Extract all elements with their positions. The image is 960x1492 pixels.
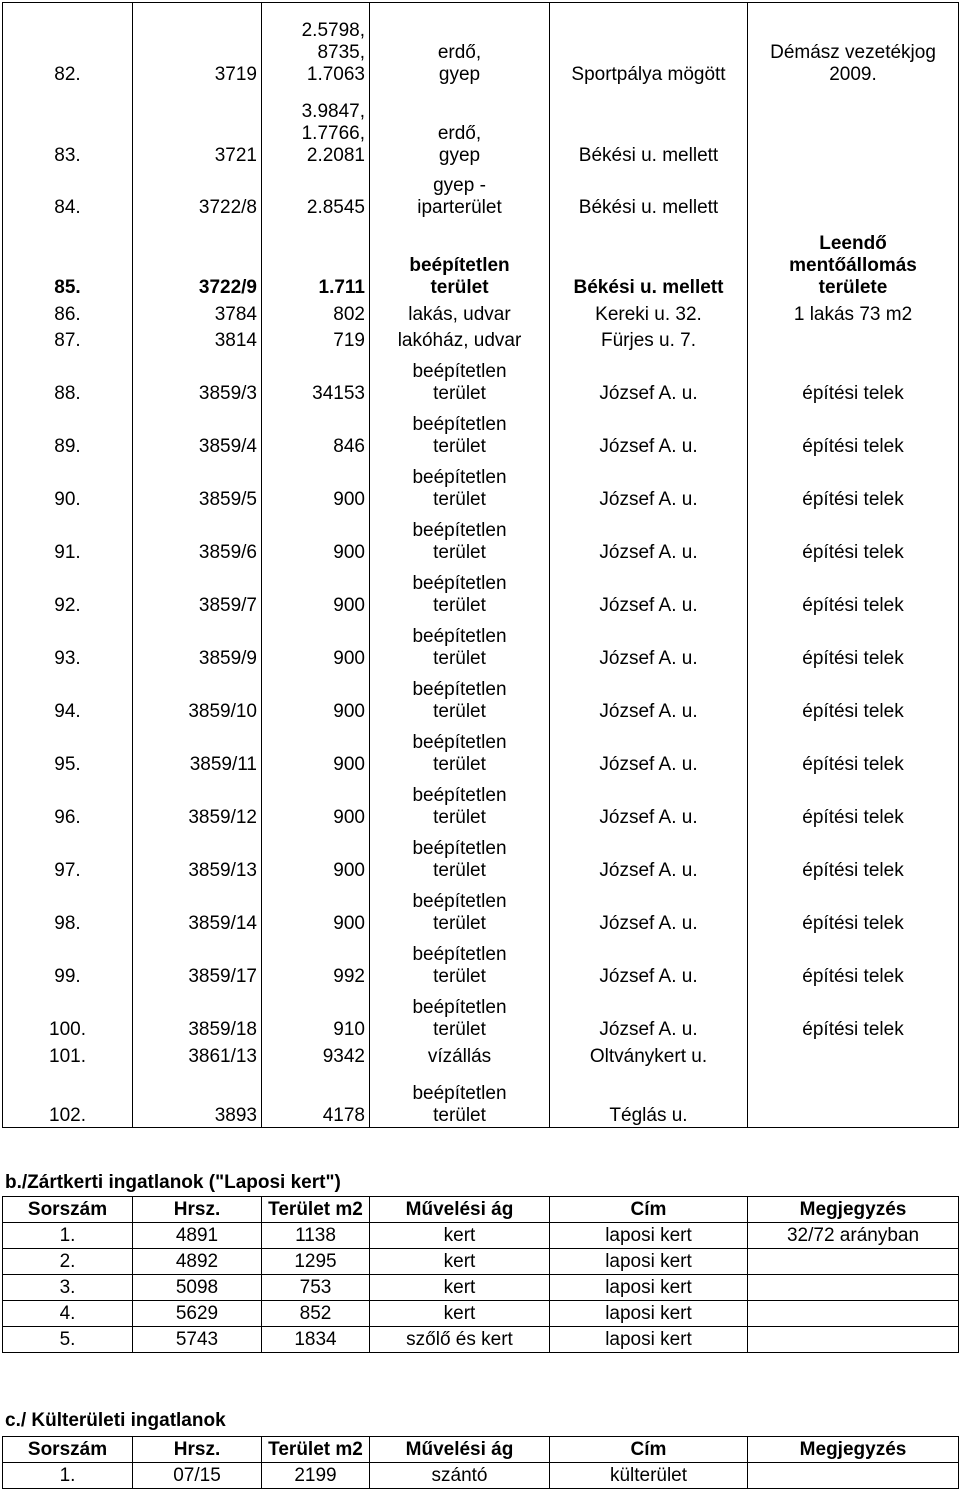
megjegyzes-cell: Démász vezetékjog 2009. <box>748 3 959 86</box>
megjegyzes-cell: építési telek <box>748 564 959 617</box>
muvelesi-ag-cell: beépítetlen terület <box>370 617 550 670</box>
sorszam-cell: 1. <box>3 1223 133 1249</box>
sorszam-cell: 82. <box>3 3 133 86</box>
megjegyzes-cell <box>748 1068 959 1128</box>
muvelesi-ag-cell: beépítetlen terület <box>370 776 550 829</box>
muvelesi-ag-cell: beépítetlen terület <box>370 723 550 776</box>
table-row <box>3 1463 959 1489</box>
terulet-cell: 1295 <box>262 1249 370 1275</box>
terulet-cell: 753 <box>262 1275 370 1301</box>
terulet-cell: 900 <box>262 511 370 564</box>
terulet-cell: 2199 <box>262 1463 370 1489</box>
muvelesi-ag-cell: beépítetlen terület <box>370 458 550 511</box>
cim-cell: Téglás u. <box>550 1068 748 1128</box>
zartkerti-table <box>2 1196 959 1353</box>
megjegyzes-cell <box>748 167 959 219</box>
cim-cell: József A. u. <box>550 670 748 723</box>
cim-cell: József A. u. <box>550 458 748 511</box>
table-row <box>3 1068 959 1128</box>
cim-cell: laposi kert <box>550 1301 748 1327</box>
megjegyzes-cell: építési telek <box>748 829 959 882</box>
table-header-row <box>3 1197 959 1223</box>
megjegyzes-cell: építési telek <box>748 405 959 458</box>
table-row <box>3 670 959 723</box>
cim-cell: József A. u. <box>550 988 748 1041</box>
sorszam-cell: 88. <box>3 352 133 405</box>
column-header: Hrsz. <box>133 1197 262 1223</box>
sorszam-cell: 98. <box>3 882 133 935</box>
megjegyzes-cell <box>748 326 959 352</box>
hrsz-cell: 3859/11 <box>133 723 262 776</box>
sorszam-cell: 94. <box>3 670 133 723</box>
megjegyzes-cell: építési telek <box>748 935 959 988</box>
sorszam-cell: 85. <box>3 219 133 299</box>
terulet-cell: 4178 <box>262 1068 370 1128</box>
cim-cell: József A. u. <box>550 617 748 670</box>
sorszam-cell: 90. <box>3 458 133 511</box>
terulet-cell: 1834 <box>262 1327 370 1353</box>
hrsz-cell: 3859/12 <box>133 776 262 829</box>
terulet-cell: 1.711 <box>262 219 370 299</box>
table-row <box>3 219 959 299</box>
section-b-heading: b./Zártkerti ingatlanok ("Laposi kert") <box>5 1172 341 1193</box>
table-row <box>3 511 959 564</box>
cim-cell: Békési u. mellett <box>550 219 748 299</box>
terulet-cell: 900 <box>262 617 370 670</box>
terulet-cell: 9342 <box>262 1041 370 1068</box>
sorszam-cell: 92. <box>3 564 133 617</box>
terulet-cell: 910 <box>262 988 370 1041</box>
muvelesi-ag-cell: erdő, gyep <box>370 3 550 86</box>
cim-cell: Fürjes u. 7. <box>550 326 748 352</box>
cim-cell: laposi kert <box>550 1275 748 1301</box>
muvelesi-ag-cell: lakás, udvar <box>370 299 550 326</box>
column-header: Művelési ág <box>370 1197 550 1223</box>
muvelesi-ag-cell: beépítetlen terület <box>370 352 550 405</box>
table-row <box>3 776 959 829</box>
table-row <box>3 935 959 988</box>
table-row <box>3 86 959 167</box>
megjegyzes-cell: 1 lakás 73 m2 <box>748 299 959 326</box>
table-row <box>3 1223 959 1249</box>
megjegyzes-cell <box>748 1275 959 1301</box>
cim-cell: József A. u. <box>550 935 748 988</box>
megjegyzes-cell: építési telek <box>748 511 959 564</box>
hrsz-cell: 4891 <box>133 1223 262 1249</box>
muvelesi-ag-cell: lakóház, udvar <box>370 326 550 352</box>
table-row <box>3 405 959 458</box>
sorszam-cell: 86. <box>3 299 133 326</box>
column-header: Hrsz. <box>133 1437 262 1463</box>
cim-cell: Sportpálya mögött <box>550 3 748 86</box>
hrsz-cell: 4892 <box>133 1249 262 1275</box>
cim-cell: József A. u. <box>550 882 748 935</box>
hrsz-cell: 3814 <box>133 326 262 352</box>
hrsz-cell: 3784 <box>133 299 262 326</box>
sorszam-cell: 5. <box>3 1327 133 1353</box>
megjegyzes-cell: Leendő mentőállomás területe <box>748 219 959 299</box>
sorszam-cell: 100. <box>3 988 133 1041</box>
table-row <box>3 617 959 670</box>
hrsz-cell: 5098 <box>133 1275 262 1301</box>
terulet-cell: 900 <box>262 723 370 776</box>
megjegyzes-cell: építési telek <box>748 458 959 511</box>
sorszam-cell: 3. <box>3 1275 133 1301</box>
megjegyzes-cell: építési telek <box>748 882 959 935</box>
cim-cell: laposi kert <box>550 1223 748 1249</box>
hrsz-cell: 3859/10 <box>133 670 262 723</box>
terulet-cell: 802 <box>262 299 370 326</box>
terulet-cell: 1138 <box>262 1223 370 1249</box>
sorszam-cell: 84. <box>3 167 133 219</box>
table-row <box>3 352 959 405</box>
muvelesi-ag-cell: kert <box>370 1275 550 1301</box>
terulet-cell: 3.9847, 1.7766, 2.2081 <box>262 86 370 167</box>
table-row <box>3 1249 959 1275</box>
hrsz-cell: 3859/13 <box>133 829 262 882</box>
megjegyzes-cell: építési telek <box>748 723 959 776</box>
terulet-cell: 900 <box>262 458 370 511</box>
column-header: Sorszám <box>3 1437 133 1463</box>
muvelesi-ag-cell: kert <box>370 1301 550 1327</box>
terulet-cell: 900 <box>262 882 370 935</box>
terulet-cell: 900 <box>262 670 370 723</box>
cim-cell: József A. u. <box>550 776 748 829</box>
column-header: Megjegyzés <box>748 1437 959 1463</box>
table-row <box>3 1301 959 1327</box>
table-row <box>3 167 959 219</box>
hrsz-cell: 07/15 <box>133 1463 262 1489</box>
megjegyzes-cell: építési telek <box>748 776 959 829</box>
cim-cell: József A. u. <box>550 829 748 882</box>
muvelesi-ag-cell: beépítetlen terület <box>370 670 550 723</box>
cim-cell: József A. u. <box>550 723 748 776</box>
muvelesi-ag-cell: szántó <box>370 1463 550 1489</box>
cim-cell: laposi kert <box>550 1249 748 1275</box>
hrsz-cell: 3859/6 <box>133 511 262 564</box>
hrsz-cell: 5743 <box>133 1327 262 1353</box>
column-header: Megjegyzés <box>748 1197 959 1223</box>
table-row <box>3 1041 959 1068</box>
cim-cell: Oltványkert u. <box>550 1041 748 1068</box>
hrsz-cell: 3719 <box>133 3 262 86</box>
muvelesi-ag-cell: beépítetlen terület <box>370 935 550 988</box>
column-header: Terület m2 <box>262 1437 370 1463</box>
muvelesi-ag-cell: beépítetlen terület <box>370 564 550 617</box>
cim-cell: Kereki u. 32. <box>550 299 748 326</box>
megjegyzes-cell <box>748 1327 959 1353</box>
sorszam-cell: 102. <box>3 1068 133 1128</box>
column-header: Sorszám <box>3 1197 133 1223</box>
megjegyzes-cell <box>748 1041 959 1068</box>
table-header-row <box>3 1437 959 1463</box>
hrsz-cell: 3859/17 <box>133 935 262 988</box>
muvelesi-ag-cell: kert <box>370 1223 550 1249</box>
cim-cell: külterület <box>550 1463 748 1489</box>
sorszam-cell: 93. <box>3 617 133 670</box>
muvelesi-ag-cell: beépítetlen terület <box>370 882 550 935</box>
terulet-cell: 852 <box>262 1301 370 1327</box>
sorszam-cell: 4. <box>3 1301 133 1327</box>
sorszam-cell: 96. <box>3 776 133 829</box>
cim-cell: laposi kert <box>550 1327 748 1353</box>
muvelesi-ag-cell: szőlő és kert <box>370 1327 550 1353</box>
hrsz-cell: 3859/7 <box>133 564 262 617</box>
hrsz-cell: 3859/18 <box>133 988 262 1041</box>
muvelesi-ag-cell: gyep - iparterület <box>370 167 550 219</box>
megjegyzes-cell <box>748 1301 959 1327</box>
sorszam-cell: 2. <box>3 1249 133 1275</box>
hrsz-cell: 3859/3 <box>133 352 262 405</box>
muvelesi-ag-cell: beépítetlen terület <box>370 1068 550 1128</box>
table-row <box>3 3 959 86</box>
terulet-cell: 900 <box>262 564 370 617</box>
table-row <box>3 988 959 1041</box>
table-row <box>3 564 959 617</box>
table-row <box>3 723 959 776</box>
terulet-cell: 846 <box>262 405 370 458</box>
hrsz-cell: 3859/9 <box>133 617 262 670</box>
terulet-cell: 900 <box>262 829 370 882</box>
cim-cell: József A. u. <box>550 511 748 564</box>
megjegyzes-cell <box>748 86 959 167</box>
megjegyzes-cell: építési telek <box>748 352 959 405</box>
terulet-cell: 2.5798, 8735, 1.7063 <box>262 3 370 86</box>
cim-cell: Békési u. mellett <box>550 167 748 219</box>
hrsz-cell: 3859/4 <box>133 405 262 458</box>
column-header: Cím <box>550 1197 748 1223</box>
muvelesi-ag-cell: beépítetlen terület <box>370 219 550 299</box>
sorszam-cell: 101. <box>3 1041 133 1068</box>
table-row <box>3 829 959 882</box>
terulet-cell: 2.8545 <box>262 167 370 219</box>
table-row <box>3 882 959 935</box>
sorszam-cell: 99. <box>3 935 133 988</box>
muvelesi-ag-cell: vízállás <box>370 1041 550 1068</box>
terulet-cell: 34153 <box>262 352 370 405</box>
megjegyzes-cell <box>748 1249 959 1275</box>
column-header: Művelési ág <box>370 1437 550 1463</box>
sorszam-cell: 87. <box>3 326 133 352</box>
sorszam-cell: 95. <box>3 723 133 776</box>
terulet-cell: 992 <box>262 935 370 988</box>
megjegyzes-cell: építési telek <box>748 670 959 723</box>
muvelesi-ag-cell: beépítetlen terület <box>370 988 550 1041</box>
column-header: Terület m2 <box>262 1197 370 1223</box>
muvelesi-ag-cell: beépítetlen terület <box>370 405 550 458</box>
hrsz-cell: 3722/9 <box>133 219 262 299</box>
terulet-cell: 900 <box>262 776 370 829</box>
sorszam-cell: 89. <box>3 405 133 458</box>
hrsz-cell: 5629 <box>133 1301 262 1327</box>
table-row <box>3 458 959 511</box>
muvelesi-ag-cell: beépítetlen terület <box>370 829 550 882</box>
megjegyzes-cell <box>748 1463 959 1489</box>
table-row <box>3 299 959 326</box>
hrsz-cell: 3859/5 <box>133 458 262 511</box>
sorszam-cell: 97. <box>3 829 133 882</box>
megjegyzes-cell: 32/72 arányban <box>748 1223 959 1249</box>
cim-cell: Békési u. mellett <box>550 86 748 167</box>
sorszam-cell: 83. <box>3 86 133 167</box>
section-c-heading: c./ Külterületi ingatlanok <box>5 1410 226 1431</box>
table-row <box>3 326 959 352</box>
column-header: Cím <box>550 1437 748 1463</box>
hrsz-cell: 3721 <box>133 86 262 167</box>
megjegyzes-cell: építési telek <box>748 617 959 670</box>
cim-cell: József A. u. <box>550 405 748 458</box>
sorszam-cell: 1. <box>3 1463 133 1489</box>
property-table-a <box>2 2 959 1128</box>
table-row <box>3 1275 959 1301</box>
muvelesi-ag-cell: kert <box>370 1249 550 1275</box>
muvelesi-ag-cell: beépítetlen terület <box>370 511 550 564</box>
kulteruleti-table <box>2 1436 959 1489</box>
hrsz-cell: 3893 <box>133 1068 262 1128</box>
cim-cell: József A. u. <box>550 352 748 405</box>
megjegyzes-cell: építési telek <box>748 988 959 1041</box>
hrsz-cell: 3722/8 <box>133 167 262 219</box>
terulet-cell: 719 <box>262 326 370 352</box>
table-row <box>3 1327 959 1353</box>
cim-cell: József A. u. <box>550 564 748 617</box>
sorszam-cell: 91. <box>3 511 133 564</box>
hrsz-cell: 3859/14 <box>133 882 262 935</box>
hrsz-cell: 3861/13 <box>133 1041 262 1068</box>
muvelesi-ag-cell: erdő, gyep <box>370 86 550 167</box>
